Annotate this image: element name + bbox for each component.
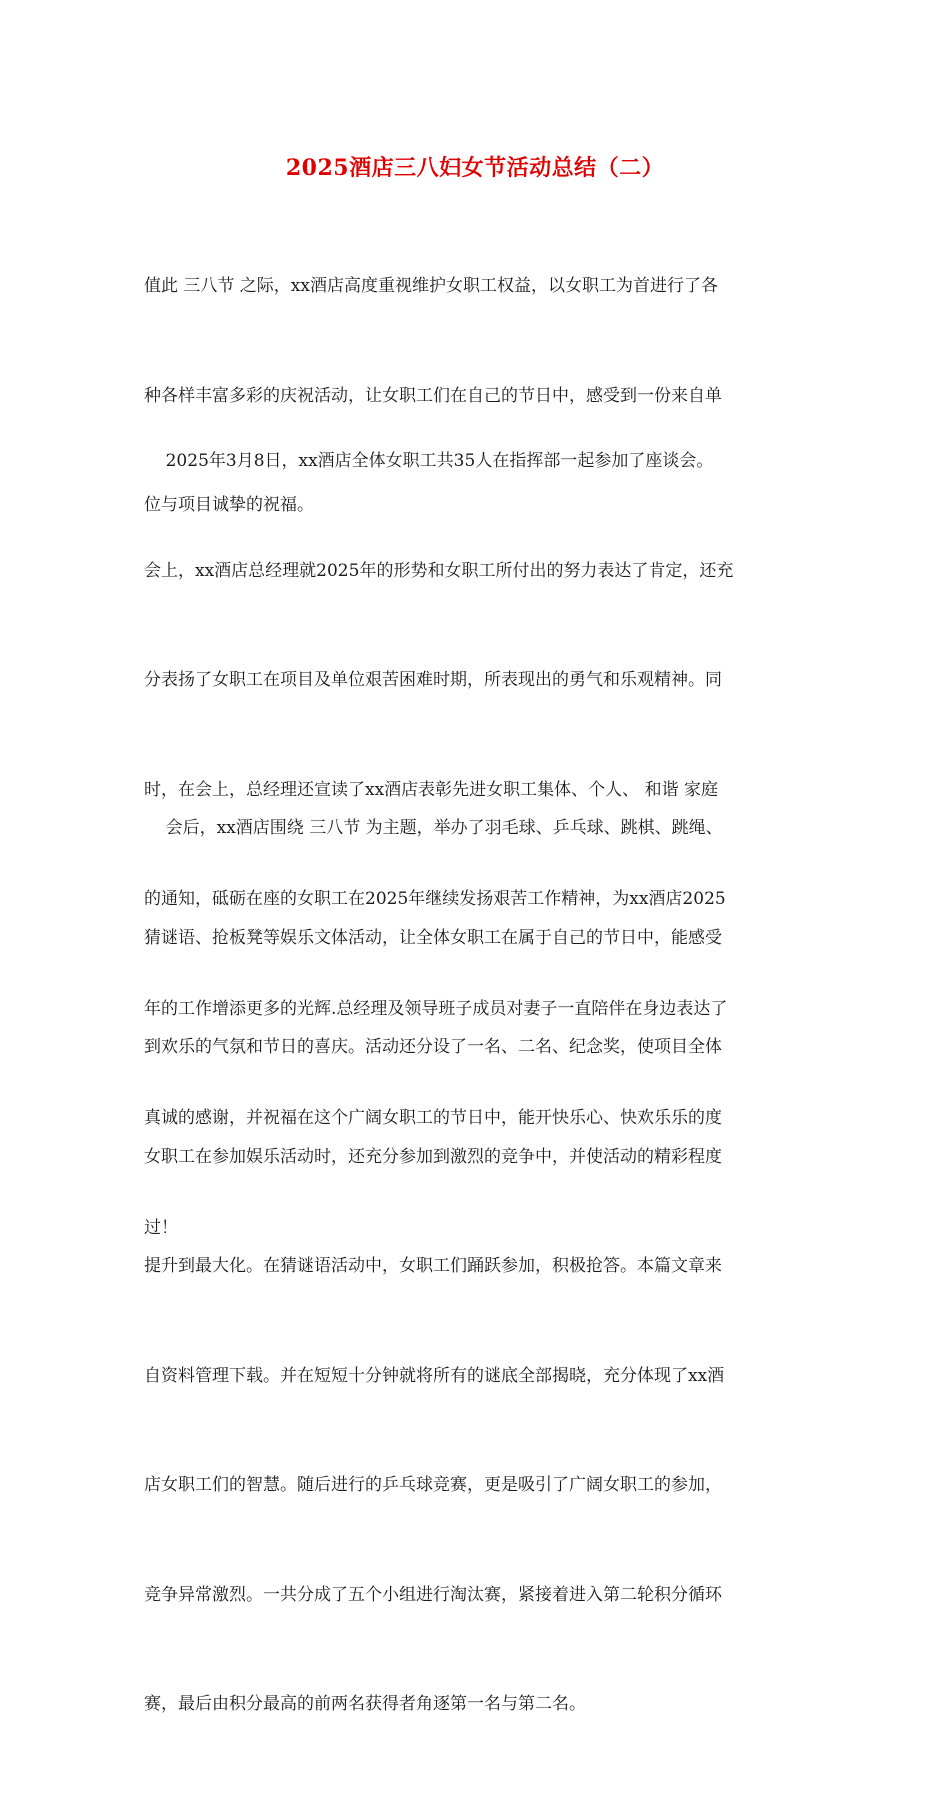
text-line: 过！: [144, 1217, 178, 1238]
text-line: 时，在会上，总经理还宣读了xx酒店表彰先进女职工集体、个人、 和谐 家庭: [144, 779, 718, 800]
text-line: 提升到最大化。在猜谜语活动中，女职工们踊跃参加，积极抢答。本篇文章来: [144, 1256, 722, 1276]
text-line: 会后，xx酒店围绕 三八节 为主题，举办了羽毛球、乒乓球、跳棋、跳绳、: [144, 818, 723, 838]
text-line: 女职工在参加娱乐活动时，还充分参加到激烈的竞争中，并使活动的精彩程度: [144, 1146, 722, 1167]
text-line: 年的工作增添更多的光辉.总经理及领导班子成员对妻子一直陪伴在身边表达了: [144, 998, 728, 1019]
text-line: 竞争异常激烈。一共分成了五个小组进行淘汰赛，紧接着进入第二轮积分循环: [144, 1584, 722, 1605]
text-line: 赛，最后由积分最高的前两名获得者角逐第一名与第二名。: [144, 1694, 586, 1714]
text-line: 的通知，砥砺在座的女职工在2025年继续发扬艰苦工作精神，为xx酒店2025: [144, 889, 726, 909]
text-line: 2025年3月8日，xx酒店全体女职工共35人在指挥部一起参加了座谈会。: [144, 451, 714, 471]
document-title: 2025酒店三八妇女节活动总结（二）: [285, 155, 665, 181]
text-line: 会上，xx酒店总经理就2025年的形势和女职工所付出的努力表达了肯定，还充: [144, 560, 734, 581]
text-line: 分表扬了女职工在项目及单位艰苦困难时期，所表现出的勇气和乐观精神。同: [144, 670, 722, 690]
paragraph-activities: [144, 737, 814, 1796]
text-line: 值此 三八节 之际，xx酒店高度重视维护女职工权益，以女职工为首进行了各: [144, 276, 718, 296]
text-line: 位与项目诚挚的祝福。: [144, 495, 314, 515]
text-line: 种各样丰富多彩的庆祝活动，让女职工们在自己的节日中，感受到一份来自单: [144, 385, 722, 406]
text-line: 真诚的感谢，并祝福在这个广阔女职工的节日中，能开快乐心、快欢乐乐的度: [144, 1108, 722, 1128]
text-line: 猜谜语、抢板凳等娱乐文体活动，让全体女职工在属于自己的节日中，能感受: [144, 927, 722, 948]
text-line: 自资料管理下载。并在短短十分钟就将所有的谜底全部揭晓，充分体现了xx酒: [144, 1365, 725, 1386]
text-line: 店女职工们的智慧。随后进行的乒乓球竞赛，更是吸引了广阔女职工的参加，: [144, 1475, 722, 1495]
text-line: 到欢乐的气氛和节日的喜庆。活动还分设了一名、二名、纪念奖，使项目全体: [144, 1037, 722, 1057]
